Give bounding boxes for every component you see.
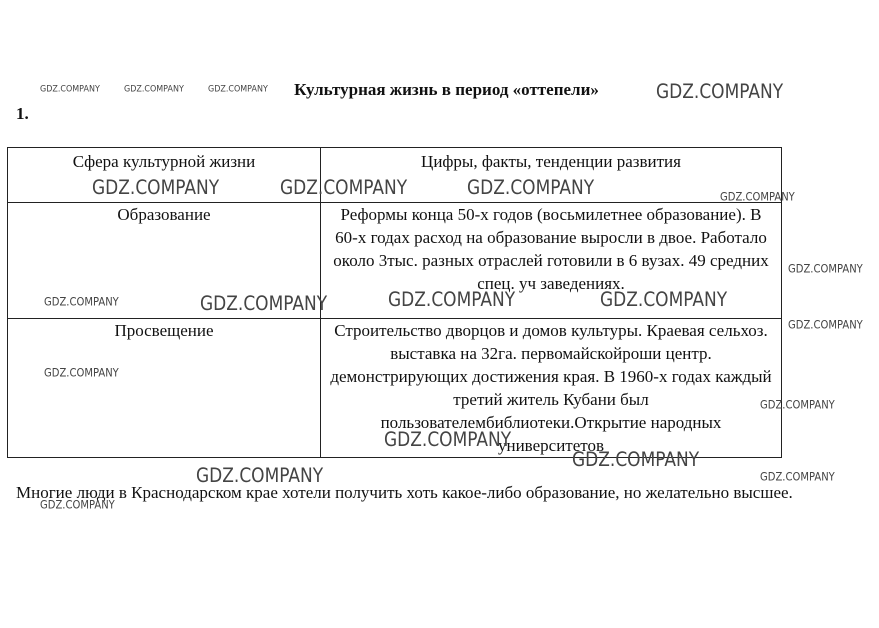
column-header-sphere: Сфера культурной жизни [8,148,321,203]
watermark: GDZ.COMPANY [600,288,728,312]
task-number: 1. [16,104,29,123]
facts-cell: Реформы конца 50-х годов (восьмилетнее образование). В 60-х годах расход на образование выросли в двое. Работало около 3тыс. разных отраслей готовили в 6 вузах. 49 средних спец. уч заведениях. [321,203,782,319]
watermark: GDZ.COMPANY [44,367,119,380]
watermark: GDZ.COMPANY [467,176,595,200]
facts-cell: Строительство дворцов и домов культуры. Краевая сельхоз. выставка на 32га. первомайскойроши центр. демонстрирующих достижения края. В 1960-х годах каждый третий житель Кубани был пользователембиблиотеки.Открытие народных университетов [321,319,782,458]
watermark: GDZ.COMPANY [40,83,100,94]
watermark: GDZ.COMPANY [208,83,268,94]
watermark: GDZ.COMPANY [388,288,516,312]
watermark: GDZ.COMPANY [196,464,324,488]
watermark: GDZ.COMPANY [92,176,220,200]
watermark: GDZ.COMPANY [720,191,795,204]
watermark: GDZ.COMPANY [656,80,784,104]
watermark: GDZ.COMPANY [788,319,863,332]
watermark: GDZ.COMPANY [384,428,512,452]
watermark: GDZ.COMPANY [200,292,328,316]
watermark: GDZ.COMPANY [760,399,835,412]
watermark: GDZ.COMPANY [44,296,119,309]
sphere-cell: Образование [8,203,321,319]
watermark: GDZ.COMPANY [760,471,835,484]
sphere-cell: Просвещение [8,319,321,458]
page-title: Культурная жизнь в период «оттепели» [294,80,599,99]
watermark: GDZ.COMPANY [280,176,408,200]
conclusion-text: Многие люди в Краснодарском крае хотели получить хоть какое-либо образование, но желательно высшее. [16,483,793,502]
watermark: GDZ.COMPANY [124,83,184,94]
watermark: GDZ.COMPANY [572,448,700,472]
column-header-facts: Цифры, факты, тенденции развития [321,148,782,203]
watermark: GDZ.COMPANY [40,499,115,512]
watermark: GDZ.COMPANY [788,263,863,276]
